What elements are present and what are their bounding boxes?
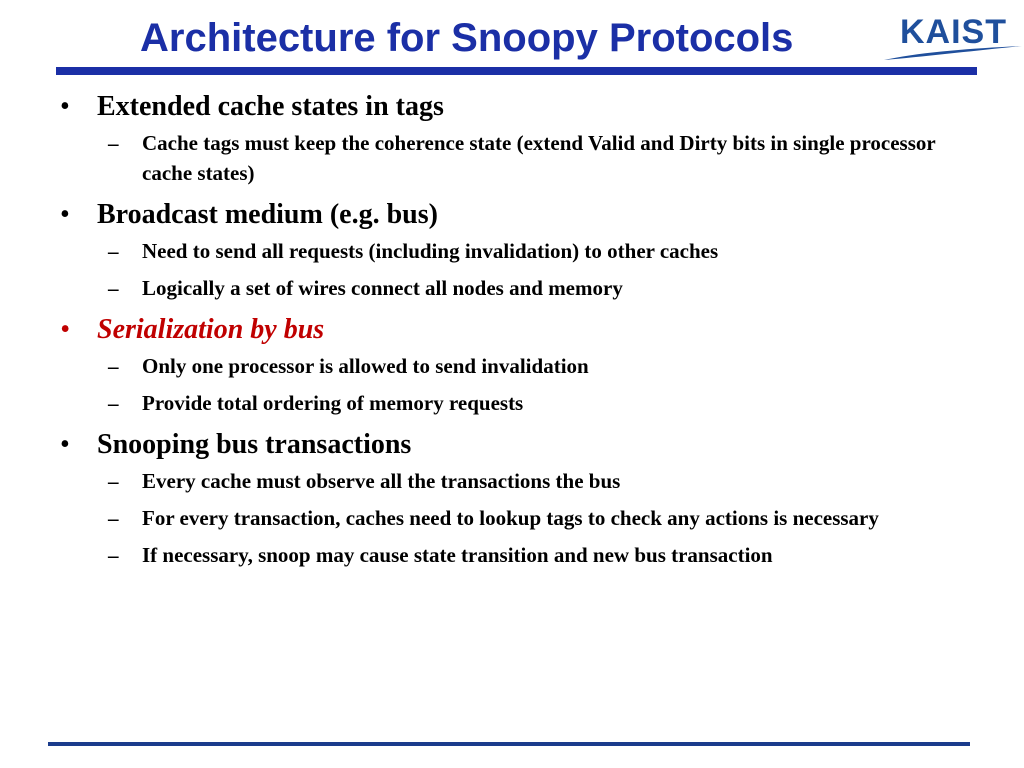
bullet-item (56, 88, 956, 126)
dash-icon: – (108, 469, 119, 493)
bullet-dot-icon: • (60, 314, 70, 345)
bullet-list (56, 88, 956, 578)
bullet-item-highlighted (56, 311, 956, 349)
sub-bullet-text: For every transaction, caches need to lookup tags to check any actions is necessary (142, 506, 879, 530)
sub-bullet-item (56, 540, 956, 570)
bullet-group (56, 88, 956, 188)
sub-bullet-text: Logically a set of wires connect all nodes and memory (142, 276, 623, 300)
bullet-item (56, 426, 956, 464)
logo-text: KAIST (900, 13, 1007, 51)
sub-bullet-text: Every cache must observe all the transactions the bus (142, 469, 621, 493)
sub-bullet-text: If necessary, snoop may cause state transition and new bus transaction (142, 543, 773, 567)
bullet-group (56, 196, 956, 303)
sub-bullet-item (56, 388, 956, 418)
dash-icon: – (108, 276, 119, 300)
bullet-group (56, 426, 956, 570)
dash-icon: – (108, 543, 119, 567)
dash-icon: – (108, 354, 119, 378)
dash-icon: – (108, 131, 119, 155)
bullet-group (56, 311, 956, 418)
sub-bullet-item (56, 466, 956, 496)
bullet-item (56, 196, 956, 234)
dash-icon: – (108, 391, 119, 415)
slide-title: Architecture for Snoopy Protocols (140, 16, 794, 60)
bullet-text: Snooping bus transactions (97, 429, 412, 460)
sub-bullet-text: Provide total ordering of memory requests (142, 391, 524, 415)
dash-icon: – (108, 506, 119, 530)
kaist-logo (880, 8, 1024, 64)
title-divider (56, 67, 977, 75)
sub-bullet-text: Need to send all requests (including invalidation) to other caches (142, 239, 719, 263)
sub-bullet-item (56, 503, 956, 533)
bullet-text: Broadcast medium (e.g. bus) (97, 199, 438, 230)
sub-bullet-item (56, 128, 956, 188)
dash-icon: – (108, 239, 119, 263)
bullet-dot-icon: • (60, 91, 70, 122)
bullet-text: Serialization by bus (97, 314, 325, 345)
bullet-dot-icon: • (60, 199, 70, 230)
sub-bullet-item (56, 273, 956, 303)
sub-bullet-item (56, 236, 956, 266)
bullet-text: Extended cache states in tags (97, 91, 444, 122)
sub-bullet-item (56, 351, 956, 381)
sub-bullet-text: Cache tags must keep the coherence state (extend Valid and Dirty bits in single processor cache states) (142, 131, 936, 185)
footer-divider (48, 742, 970, 746)
bullet-dot-icon: • (60, 429, 70, 460)
sub-bullet-text: Only one processor is allowed to send invalidation (142, 354, 589, 378)
